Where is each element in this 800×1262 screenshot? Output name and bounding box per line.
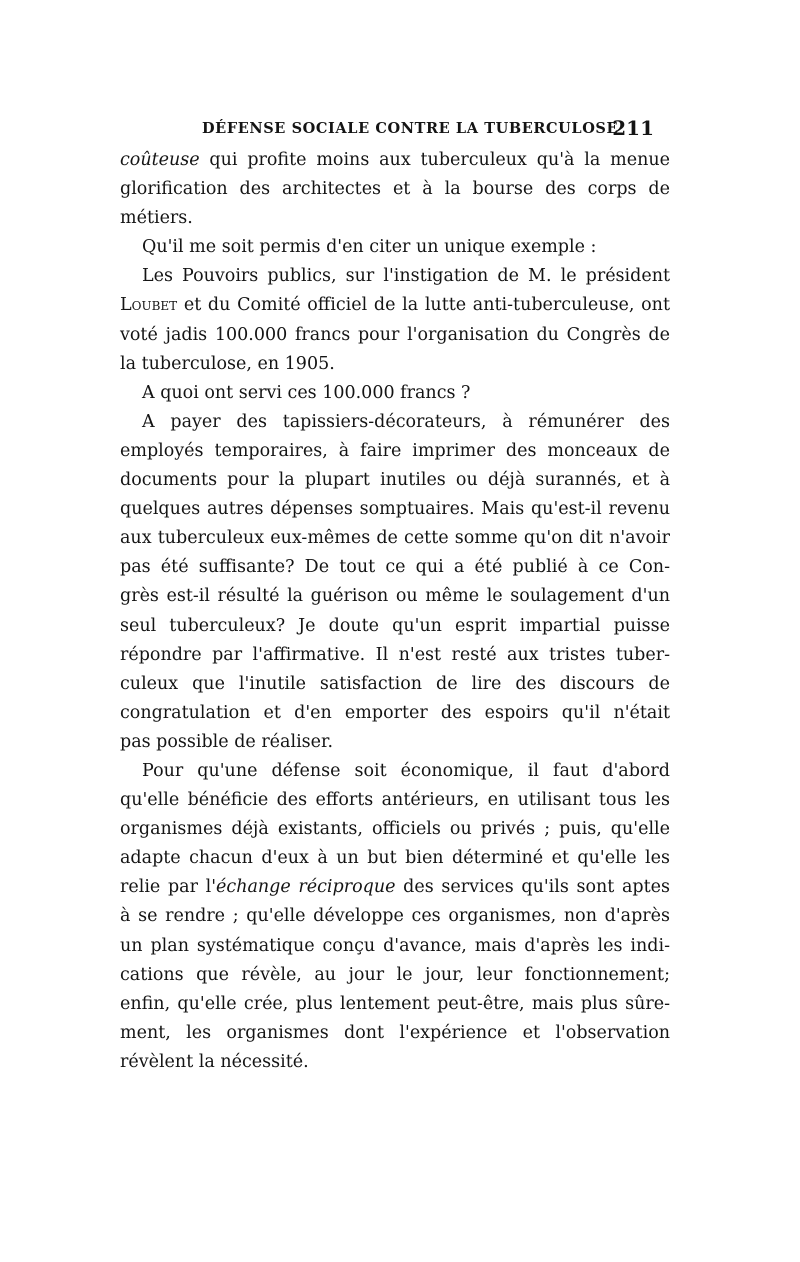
text-line: métiers. [120, 208, 193, 229]
text-line: adapte chacun d'eux à un but bien déterminé et qu'elle les [120, 848, 670, 869]
line-segment: relie par l' [120, 877, 217, 898]
text-line: enfin, qu'elle crée, plus lentement peut-être, mais plus sûre- [120, 993, 670, 1014]
text-line: glorification des architectes et à la bourse des corps de [120, 179, 670, 200]
text-line: A quoi ont servi ces 100.000 francs ? [142, 382, 471, 403]
line-segment: et du Comité officiel de la lutte anti-tuberculeuse, ont [177, 295, 670, 316]
body-text [120, 146, 670, 1077]
italic-phrase: échange réciproque [216, 877, 396, 898]
text-line: répondre par l'affirmative. Il n'est resté aux tristes tuber- [120, 644, 670, 665]
text-line: aux tuberculeux eux-mêmes de cette somme qu'on dit n'avoir [120, 528, 670, 549]
text-line: culeux que l'inutile satisfaction de lire des discours de [120, 673, 670, 694]
text-line: pas été suffisante? De tout ce qui a été publié à ce Con- [120, 557, 670, 578]
text-line: cations que révèle, au jour le jour, leur fonctionnement; [120, 964, 670, 985]
text-line: un plan systématique conçu d'avance, mais d'après les indi- [120, 935, 670, 956]
text-line: à se rendre ; qu'elle développe ces organismes, non d'après [120, 906, 670, 927]
text-line: documents pour la plupart inutiles ou déjà surannés, et à [120, 470, 670, 491]
text-line: employés temporaires, à faire imprimer des monceaux de [120, 440, 670, 461]
small-caps-name: Loubet [120, 295, 178, 316]
italic-word: coûteuse [120, 150, 200, 170]
text-line: organismes déjà existants, officiels ou privés ; puis, qu'elle [120, 819, 670, 840]
text-line: congratulation et d'en emporter des espoirs qu'il n'était [120, 702, 670, 723]
page-header [120, 116, 654, 146]
text-line: ment, les organismes dont l'expérience et l'observation [120, 1022, 670, 1043]
line-segment: des services qu'ils sont aptes [395, 877, 670, 898]
text-line: voté jadis 100.000 francs pour l'organisation du Congrès de [120, 324, 670, 345]
page-number: 211 [612, 116, 654, 140]
text-line: grès est-il résulté la guérison ou même le soulagement d'un [120, 586, 670, 607]
text-line: Pour qu'une défense soit économique, il faut d'abord [142, 760, 670, 781]
text-line: seul tuberculeux? Je doute qu'un esprit impartial puisse [120, 615, 670, 636]
text-line: pas possible de réaliser. [120, 731, 334, 752]
text-line: A payer des tapissiers-décorateurs, à rémunérer des [142, 411, 670, 432]
text-line [120, 291, 670, 320]
text-line: Les Pouvoirs publics, sur l'instigation de M. le président [142, 266, 670, 287]
text-line: révèlent la nécessité. [120, 1051, 309, 1072]
text-line: la tuberculose, en 1905. [120, 353, 335, 374]
text-line [120, 146, 670, 175]
text-line: qu'elle bénéficie des efforts antérieurs, en utilisant tous les [120, 790, 670, 811]
text-line: quelques autres dépenses somptuaires. Mais qu'est-il revenu [120, 499, 670, 520]
text-line: Qu'il me soit permis d'en citer un unique exemple : [142, 237, 597, 258]
line-segment: qui profite moins aux tuberculeux qu'à la menue [199, 150, 670, 170]
running-title: DÉFENSE SOCIALE CONTRE LA TUBERCULOSE [202, 120, 619, 137]
text-line [120, 873, 670, 902]
